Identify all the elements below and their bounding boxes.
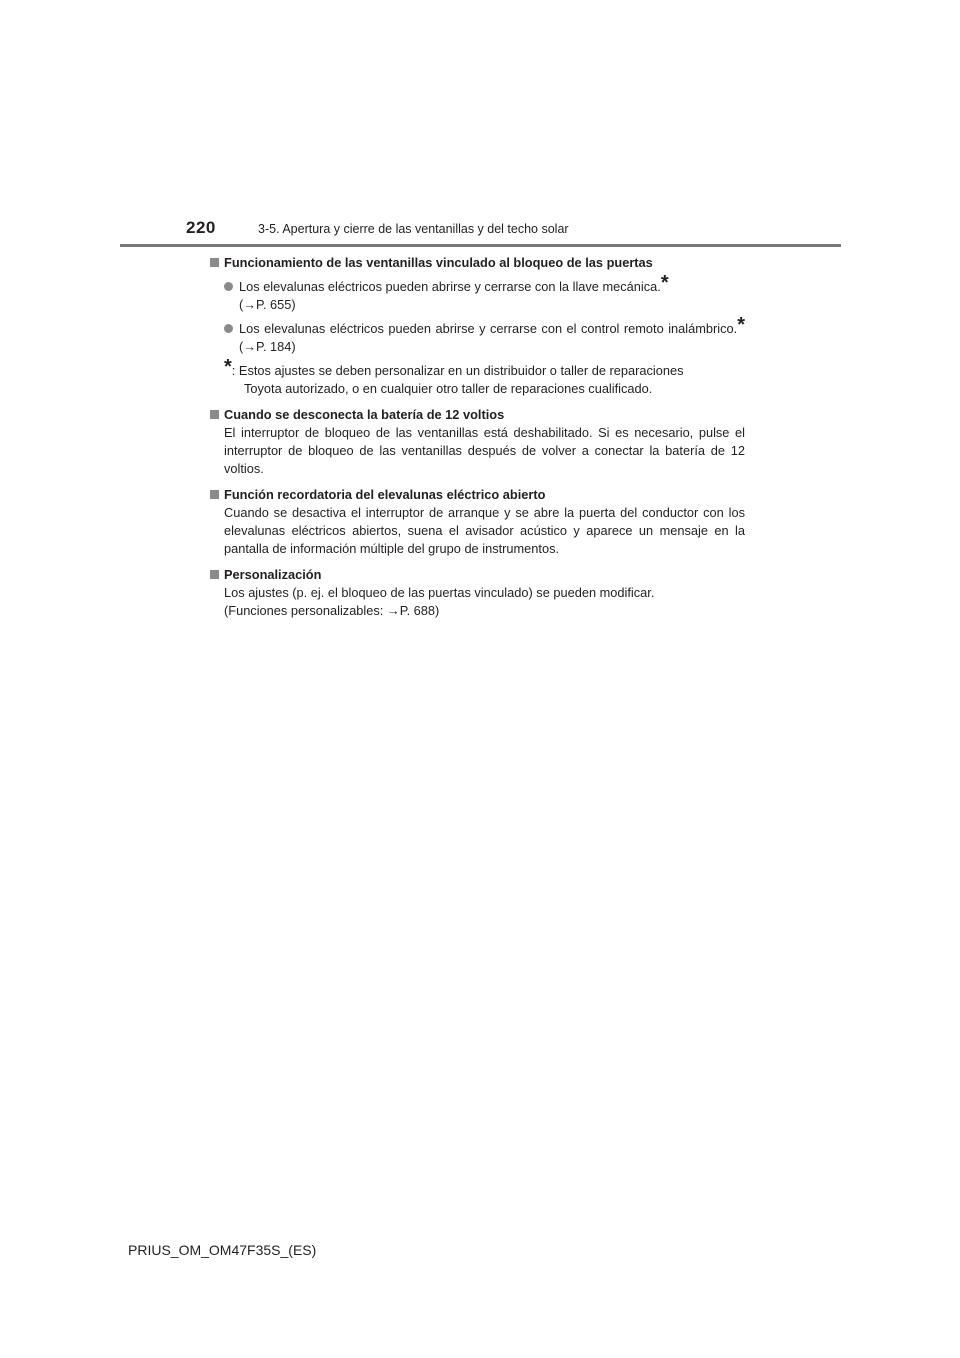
- section-heading-text: Función recordatoria del elevalunas eléctrico abierto: [224, 487, 546, 502]
- square-bullet-icon: [210, 410, 219, 419]
- page-number: 220: [186, 218, 216, 237]
- section-heading: [210, 254, 745, 272]
- footnote-text-line1: : Estos ajustes se deben personalizar en un distribuidor o taller de reparaciones: [231, 363, 684, 378]
- section-heading-text: Cuando se desconecta la batería de 12 voltios: [224, 407, 505, 422]
- circle-bullet-icon: [224, 282, 233, 291]
- square-bullet-icon: [210, 258, 219, 267]
- asterisk-icon: *: [737, 314, 745, 336]
- list-item-text: Los elevalunas eléctricos pueden abrirse y cerrarse con la llave mecánica.: [239, 279, 661, 294]
- section-heading: [210, 406, 745, 424]
- square-bullet-icon: [210, 490, 219, 499]
- asterisk-icon: *: [660, 272, 669, 294]
- section-battery-disconnect: [210, 406, 745, 478]
- section-body: [210, 584, 745, 620]
- section-heading: [210, 566, 745, 584]
- page-reference: (→P. 655): [239, 297, 296, 312]
- section-body: Cuando se desactiva el interruptor de arranque y se abre la puerta del conductor con los elevalunas eléctricos abiertos, suena el avisador acústico y aparece un mensaje en la pantalla de información múltiple del grupo de instrumentos.: [224, 505, 745, 556]
- section-heading: [210, 486, 745, 504]
- page-content: [210, 254, 745, 628]
- section-open-window-reminder: [210, 486, 745, 558]
- list-item-text: Los elevalunas eléctricos pueden abrirse y cerrarse con el control remoto inalámbrico.: [239, 321, 738, 336]
- list-item: [210, 314, 745, 356]
- page-reference: (Funciones personalizables: →P. 688): [224, 603, 440, 618]
- square-bullet-icon: [210, 570, 219, 579]
- section-body-line1: Los ajustes (p. ej. el bloqueo de las puertas vinculado) se pueden modificar.: [224, 585, 655, 600]
- section-body: El interruptor de bloqueo de las ventanillas está deshabilitado. Si es necesario, pulse el interruptor de bloqueo de las ventanillas después de volver a conectar la batería de 12 voltios.: [224, 425, 745, 476]
- asterisk-icon: *: [224, 356, 232, 378]
- section-window-door-lock: [210, 254, 745, 398]
- footnote: [210, 356, 745, 398]
- section-heading-text: Funcionamiento de las ventanillas vinculado al bloqueo de las puertas: [224, 255, 653, 270]
- section-heading-text: Personalización: [224, 567, 322, 582]
- header-divider: [120, 244, 841, 247]
- section-personalization: [210, 566, 745, 620]
- list-item: [210, 272, 745, 314]
- section-title: 3-5. Apertura y cierre de las ventanillas y del techo solar: [258, 222, 569, 236]
- document-code: PRIUS_OM_OM47F35S_(ES): [128, 1242, 317, 1258]
- footnote-text-line2: Toyota autorizado, o en cualquier otro taller de reparaciones cualificado.: [244, 381, 653, 396]
- circle-bullet-icon: [224, 324, 233, 333]
- page-reference: (→P. 184): [239, 339, 296, 354]
